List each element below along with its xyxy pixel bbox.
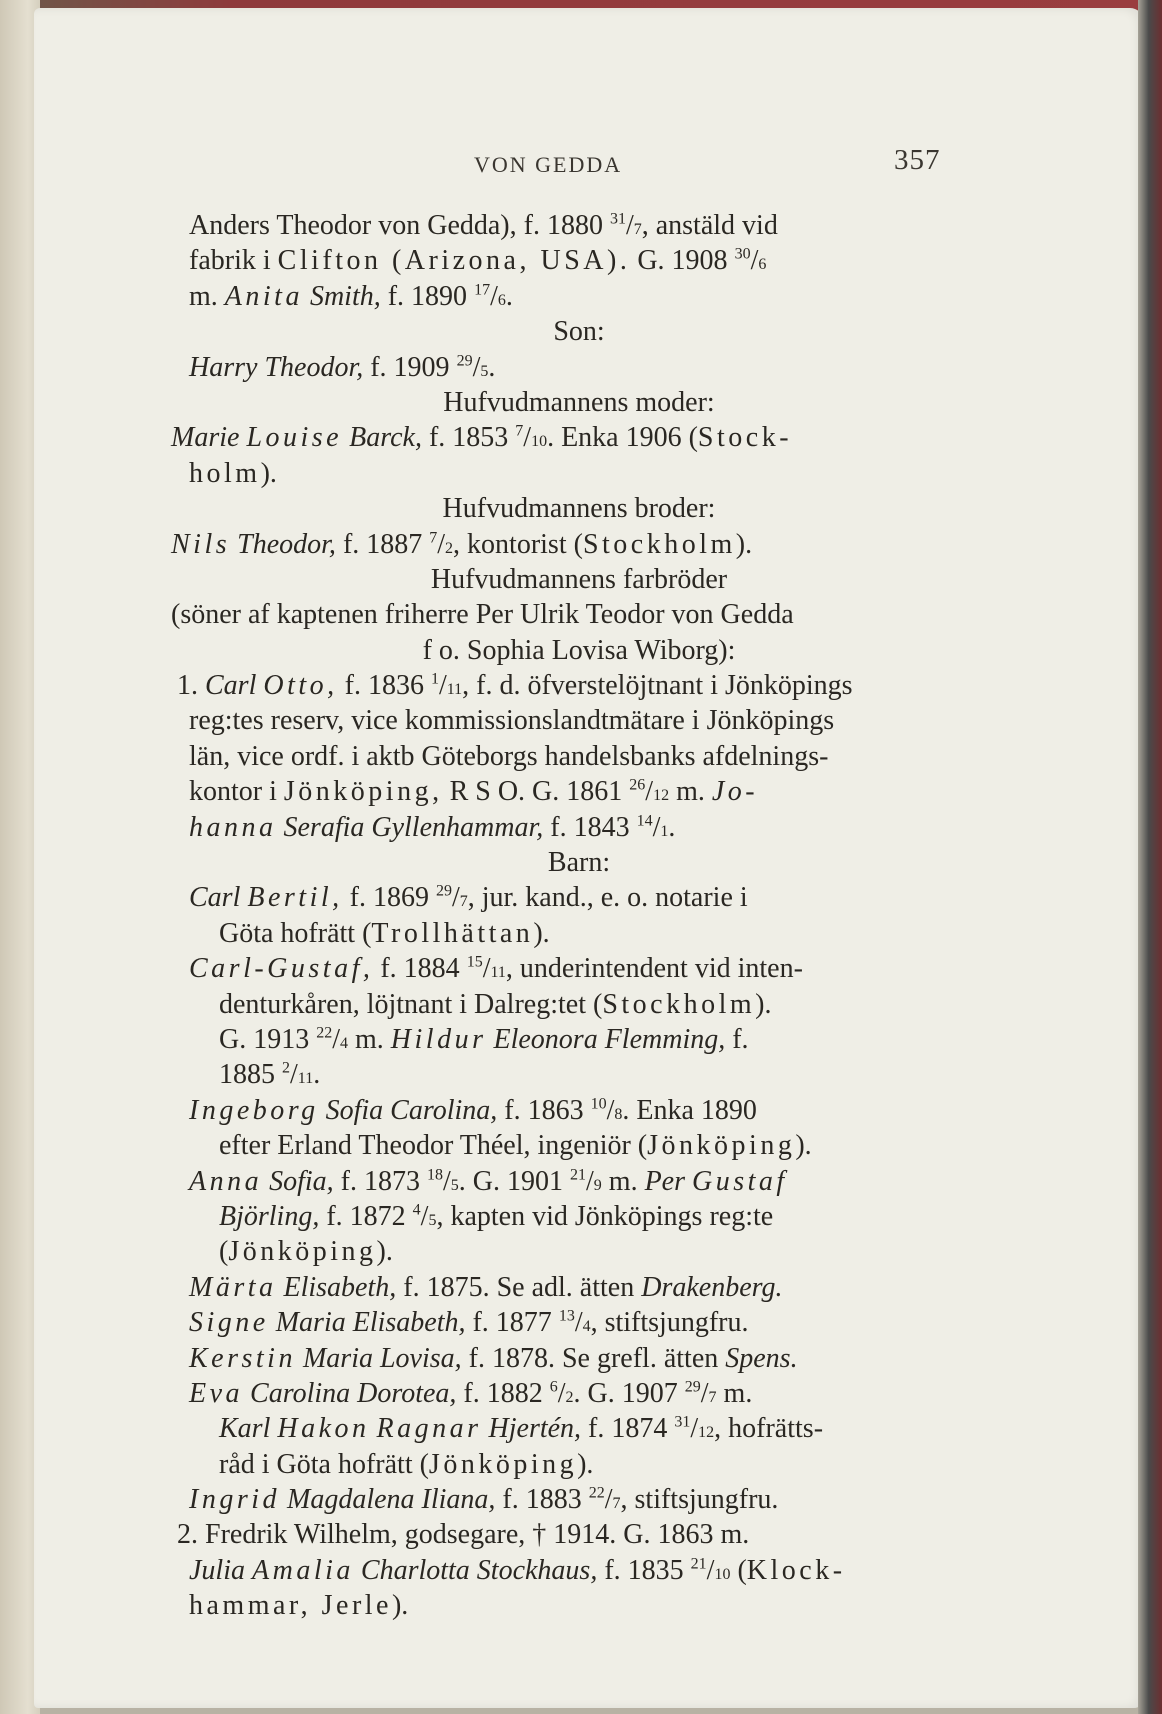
text-line: län, vice ordf. i aktb Göteborgs handelsbanks afdelnings- [189,740,829,772]
text-line: Märta Elisabeth, f. 1875. Se adl. ätten Drakenberg. [189,1271,783,1303]
text-line: holm). [189,457,277,489]
genealogy-text [171,208,969,1624]
section-heading: Son: [553,316,605,348]
section-heading: Hufvudmannens moder: [443,386,715,418]
text-line: Björling, f. 1872 $^4$/5, kapten vid Jönköpings reg:te [219,1200,774,1232]
section-heading: Hufvudmannens broder: [442,493,716,525]
text-line: Carl Bertil, f. 1869 $^{29}$/7, jur. kand., e. o. notarie i [189,882,748,914]
text-line: denturkåren, löjtnant i Dalreg:tet (Stockholm). [219,988,772,1020]
text-line: Karl Hakon Ragnar Hjertén, f. 1874 $^{31}$/12, hofrätts- [219,1413,824,1445]
text-line: Ingeborg Sofia Carolina, f. 1863 $^{10}$/8. Enka 1890 [189,1094,757,1126]
text-line: Signe Maria Elisabeth, f. 1877 $^{13}$/4, stiftsjungfru. [189,1307,749,1339]
book-page [34,8,1144,1708]
text-line: Harry Theodor, f. 1909 $^{29}$/5. [189,351,496,383]
text-line: (söner af kaptenen friherre Per Ulrik Teodor von Gedda [171,599,794,631]
text-line: efter Erland Theodor Théel, ingeniör (Jönköping). [219,1130,812,1162]
text-line: fabrik i Clifton (Arizona, USA). G. 1908 $^{30}$/6 [189,245,767,277]
text-line: Julia Amalia Charlotta Stockhaus, f. 1835 $^{21}$/10 (Klock- [189,1554,846,1586]
text-line: kontor i Jönköping, R S O. G. 1861 $^{26}$/12 m. Jo- [189,776,759,808]
text-line: Marie Louise Barck, f. 1853 $^7$/10. Enka 1906 (Stock- [171,422,793,454]
book-fore-edge [1138,0,1162,1714]
text-line: (Jönköping). [219,1236,393,1268]
text-line: Carl-Gustaf, f. 1884 $^{15}$/11, underintendent vid inten- [189,953,803,985]
text-line: Eva Carolina Dorotea, f. 1882 $^6$/2. G. 1907 $^{29}$/7 m. [189,1377,753,1409]
text-line: 1885 $^2$/11. [219,1059,321,1091]
page-number: 357 [894,144,941,176]
text-line: Göta hofrätt (Trollhättan). [219,917,550,949]
text-line: Ingrid Magdalena Iliana, f. 1883 $^{22}$/7, stiftsjungfru. [189,1484,779,1516]
text-line: råd i Göta hofrätt (Jönköping). [219,1448,594,1480]
section-heading: Hufvudmannens farbröder [430,563,728,595]
text-line: hammar, Jerle). [189,1590,409,1622]
text-line: reg:tes reserv, vice kommissionslandtmätare i Jönköpings [189,705,835,737]
text-line: Anders Theodor von Gedda), f. 1880 $^{31}$/7, anstäld vid [189,210,778,241]
text-line: m. Anita Smith, f. 1890 $^{17}$/6. [189,280,513,312]
text-line: Kerstin Maria Lovisa, f. 1878. Se grefl. ätten Spens. [189,1342,798,1374]
text-line: 2. Fredrik Wilhelm, godsegare, † 1914. G. 1863 m. [177,1519,750,1551]
running-head: VON GEDDA [474,152,623,177]
text-line: hanna Serafia Gyllenhammar, f. 1843 $^{14}$/1. [189,811,676,843]
text-line: Nils Theodor, f. 1887 $^7$/2, kontorist (Stockholm). [171,528,753,560]
text-line: Anna Sofia, f. 1873 $^{18}$/5. G. 1901 $^{21}$/9 m. Per Gustaf [189,1165,788,1197]
section-heading: Barn: [547,847,611,879]
text-line: 1. Carl Otto, f. 1836 $^1$/11, f. d. öfverstelöjtnant i Jönköpings [177,670,853,702]
text-line: G. 1913 $^{22}$/4 m. Hildur Eleonora Flemming, f. [219,1023,749,1055]
text-line: f o. Sophia Lovisa Wiborg): [422,634,736,666]
